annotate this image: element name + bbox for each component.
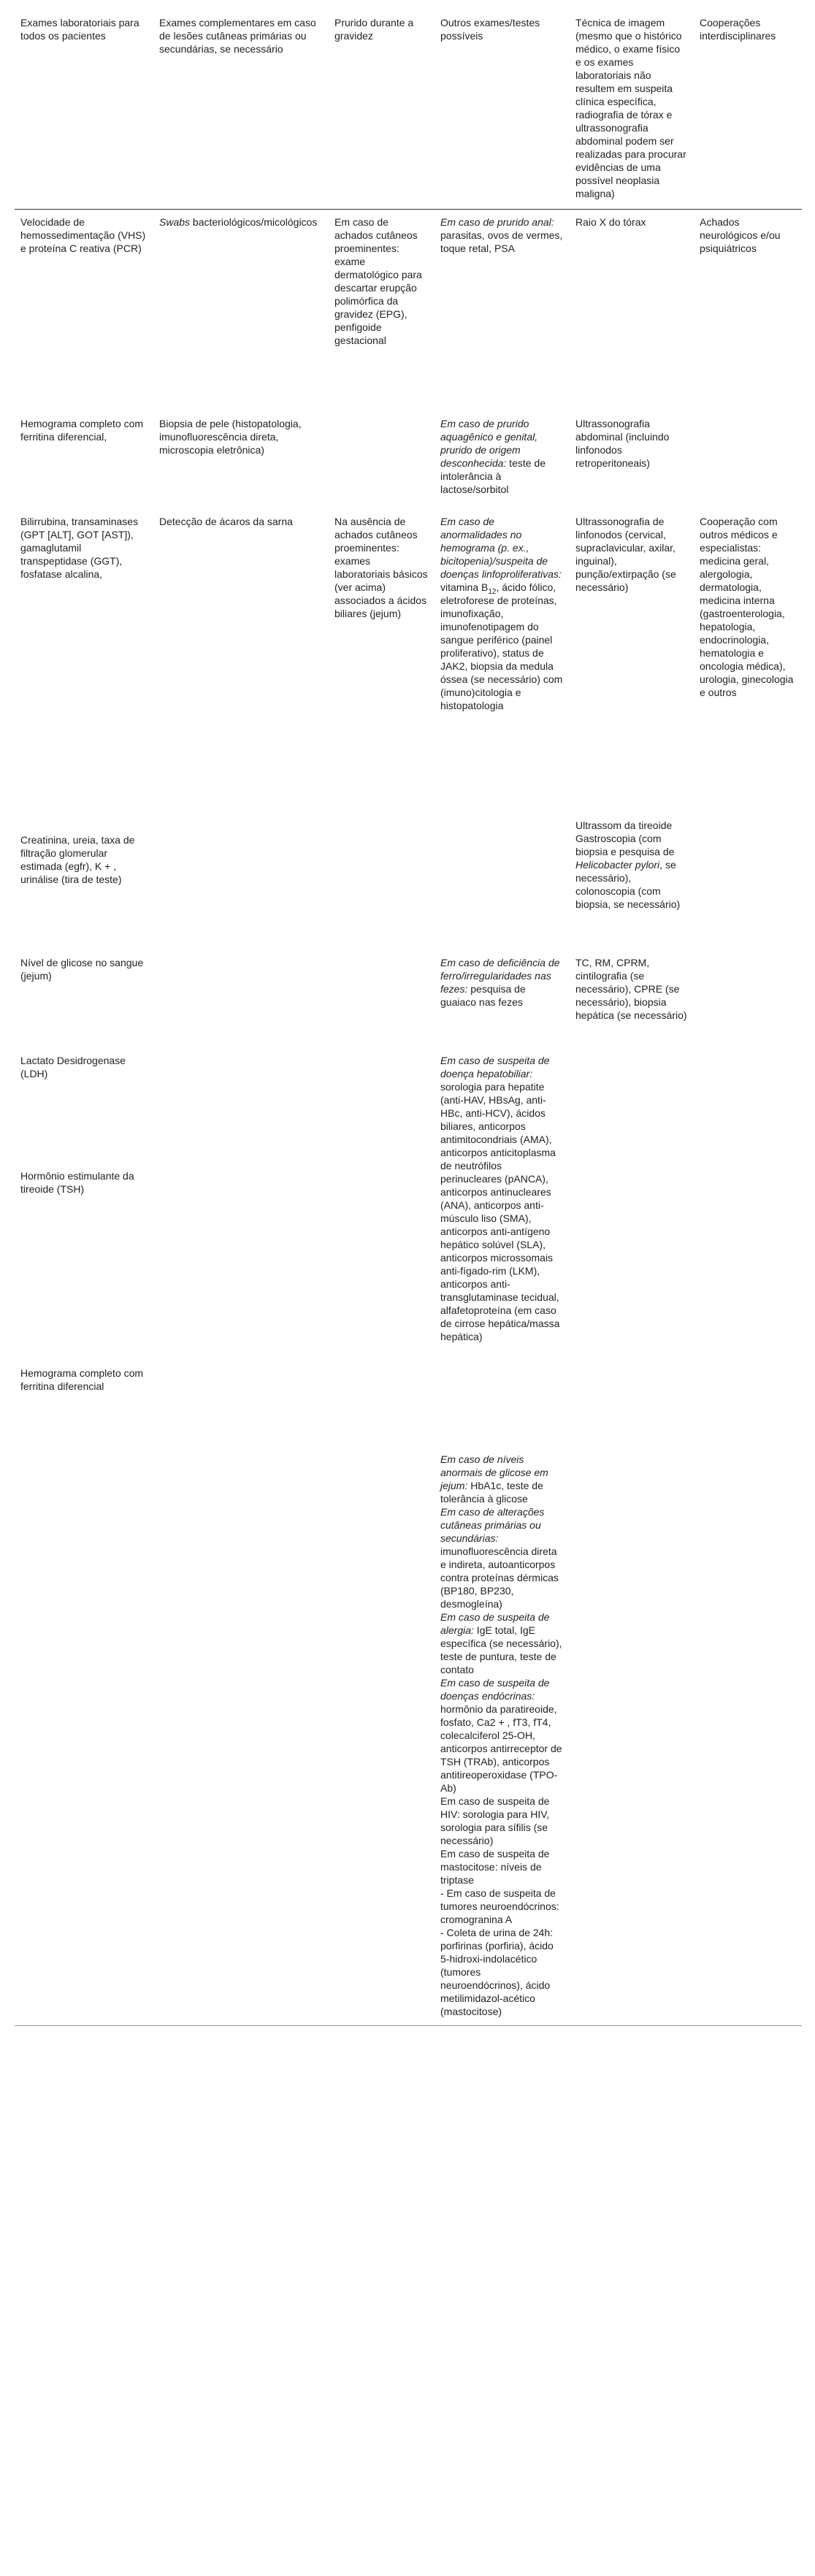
cell xyxy=(694,411,802,509)
cell: Velocidade de hemossedimentação (VHS) e proteína C reativa (PCR) xyxy=(20,216,146,254)
cell: Cooperação com outros médicos e especialistas: medicina geral, alergologia, dermatologia, medicina interna (gastroenterologia, hepatologia, endocrinologia, hematologia e oncologia médica), urologia, ginecologia e outros xyxy=(700,516,794,698)
cell xyxy=(153,1361,329,1447)
cell xyxy=(153,1048,329,1163)
cell xyxy=(435,814,570,950)
table-row xyxy=(15,509,802,814)
cell: Em caso de suspeita de doença hepatobiliar: sorologia para hepatite (anti-HAV, HBsAg, anti-HBc, anti-HCV), ácidos biliares, anticorpos antimitocondriais (AMA), anticorpos anticitoplasma de neutrófilos perinucleares (pANCA), anticorpos antinucleares (ANA), anticorpos anti-músculo liso (SMA), anticorpos anti-antígeno hepático solúvel (SLA), anticorpos microssomais anti-fígado-rim (LKM), anticorpos anti-transglutaminase tecidual, alfafetoproteína (em caso de cirrose hepática/massa hepática) xyxy=(440,1055,560,1342)
cell: Em caso de níveis anormais de glicose em jejum: HbA1c, teste de tolerância à glicose Em caso de alterações cutâneas primárias ou secundárias: imunofluorescência direta e indireta, autoanticorpos contra proteínas dérmicas (BP180, BP230, desmogleína) Em caso de suspeita de alergia: IgE total, IgE específica (se necessário), teste de puntura, teste de contato Em caso de suspeita de doenças endócrinas: hormônio da paratireoide, fosfato, Ca2 + , fT3, fT4, colecalciferol 25-OH, anticorpos antirreceptor de TSH (TRAb), anticorpos antitireoperoxidase (TPO-Ab) Em caso de suspeita de HIV: sorologia para HIV, sorologia para sífilis (se necessário) Em caso de suspeita de mastocitose: níveis de triptase - Em caso de suspeita de tumores neuroendócrinos: cromogranina A - Coleta de urina de 24h: porfirinas (porfiria), ácido 5-hidroxi-indolacético (tumores neuroendócrinos), ácido metilimidazol-acético (mastocitose) xyxy=(435,1447,570,2026)
cell xyxy=(329,1163,435,1361)
table-row xyxy=(15,950,802,1048)
cell: Na ausência de achados cutâneos proeminentes: exames laboratoriais básicos (ver acima) associados a ácidos biliares (jejum) xyxy=(334,516,428,619)
cell: Ultrassonografia abdominal (incluindo linfonodos retroperitoneais) xyxy=(575,418,670,469)
cell xyxy=(153,950,329,1048)
cell: Achados neurológicos e/ou psiquiátricos xyxy=(700,216,781,254)
cell: TC, RM, CPRM, cintilografia (se necessário), CPRE (se necessário), biopsia hepática (se necessário) xyxy=(575,957,687,1021)
table-row xyxy=(15,1447,802,2026)
cell: Em caso de achados cutâneos proeminentes: exame dermatológico para descartar erupção polimórfica da gravidez (EPG), penfigoide gestacional xyxy=(334,216,422,346)
cell xyxy=(694,1163,802,1361)
cell xyxy=(329,1447,435,2026)
header-pregnancy-pruritus: Prurido durante a gravidez xyxy=(329,9,435,210)
cell xyxy=(153,1163,329,1361)
cell xyxy=(15,1447,153,2026)
cell xyxy=(694,1447,802,2026)
cell xyxy=(694,814,802,950)
cell xyxy=(329,1048,435,1163)
header-lab-tests: Exames laboratoriais para todos os pacientes xyxy=(15,9,153,210)
cell: Em caso de deficiência de ferro/irregularidades nas fezes: pesquisa de guaiaco nas fezes xyxy=(440,957,560,1008)
cell: Em caso de anormalidades no hemograma (p. ex., bicitopenia)/suspeita de doenças linfoproliferativas: vitamina $B_{12}$, ácido fólico, eletroforese de proteínas, imunofixação, imunofenotipagem do sangue periférico (painel proliferativo), status de JAK2, biopsia da medula óssea (se necessário) com (imuno)citologia e histopatologia xyxy=(440,516,563,711)
cell: Ultrassonografia de linfonodos (cervical, supraclavicular, axilar, inguinal), punção/extirpação (se necessário) xyxy=(575,516,676,593)
cell xyxy=(329,411,435,509)
header-complementary-tests: Exames complementares em caso de lesões cutâneas primárias ou secundárias, se necessário xyxy=(153,9,329,210)
cell: Ultrassom da tireoide Gastroscopia (com biopsia e pesquisa de Helicobacter pylori, se necessário), colonoscopia (com biopsia, se necessário) xyxy=(575,819,681,910)
cell xyxy=(329,814,435,950)
table-row xyxy=(15,1048,802,1163)
cell: Lactato Desidrogenase (LDH) xyxy=(20,1055,126,1079)
cell xyxy=(153,1447,329,2026)
cell: Hemograma completo com ferritina diferencial xyxy=(20,1367,144,1392)
table-row xyxy=(15,411,802,509)
header-imaging: Técnica de imagem (mesmo que o histórico médico, o exame físico e os exames laboratoriais não resultem em suspeita clínica específica, radiografia de tórax e ultrassonografia abdominal podem ser realizadas para procurar evidências de uma possível neoplasia maligna) xyxy=(570,9,694,210)
cell: Hormônio estimulante da tireoide (TSH) xyxy=(20,1170,134,1195)
header-cooperation: Cooperações interdisciplinares xyxy=(694,9,802,210)
cell: Em caso de prurido anal: parasitas, ovos de vermes, toque retal, PSA xyxy=(440,216,563,254)
cell xyxy=(153,814,329,950)
cell: Hemograma completo com ferritina diferencial, xyxy=(20,418,144,443)
diagnostic-table xyxy=(15,9,802,2026)
table-row xyxy=(15,814,802,950)
cell xyxy=(329,1361,435,1447)
cell xyxy=(570,1447,694,2026)
cell xyxy=(570,1361,694,1447)
cell: Detecção de ácaros da sarna xyxy=(159,516,293,527)
table-row xyxy=(15,1163,802,1361)
cell: Creatinina, ureia, taxa de filtração glomerular estimada (egfr), K + , urinálise (tira de teste) xyxy=(20,834,135,885)
table-row xyxy=(15,1361,802,1447)
cell: Swabs bacteriológicos/micológicos xyxy=(159,216,318,228)
header-other-tests: Outros exames/testes possíveis xyxy=(435,9,570,210)
cell: Biopsia de pele (histopatologia, imunofluorescência direta, microscopia eletrônica) xyxy=(159,418,302,456)
cell xyxy=(570,1163,694,1361)
cell xyxy=(694,950,802,1048)
table-row xyxy=(15,210,802,412)
cell: Bilirrubina, transaminases (GPT [ALT], GOT [AST]), gamaglutamil transpeptidase (GGT), fosfatase alcalina, xyxy=(20,516,139,580)
cell xyxy=(694,1361,802,1447)
cell xyxy=(329,950,435,1048)
cell xyxy=(694,1048,802,1163)
cell: Nível de glicose no sangue (jejum) xyxy=(20,957,144,982)
cell xyxy=(570,1048,694,1163)
cell: Raio X do tórax xyxy=(575,216,646,228)
cell: Em caso de prurido aquagênico e genital, prurido de origem desconhecida: teste de intolerância à lactose/sorbitol xyxy=(440,418,546,495)
table-header-row xyxy=(15,9,802,210)
